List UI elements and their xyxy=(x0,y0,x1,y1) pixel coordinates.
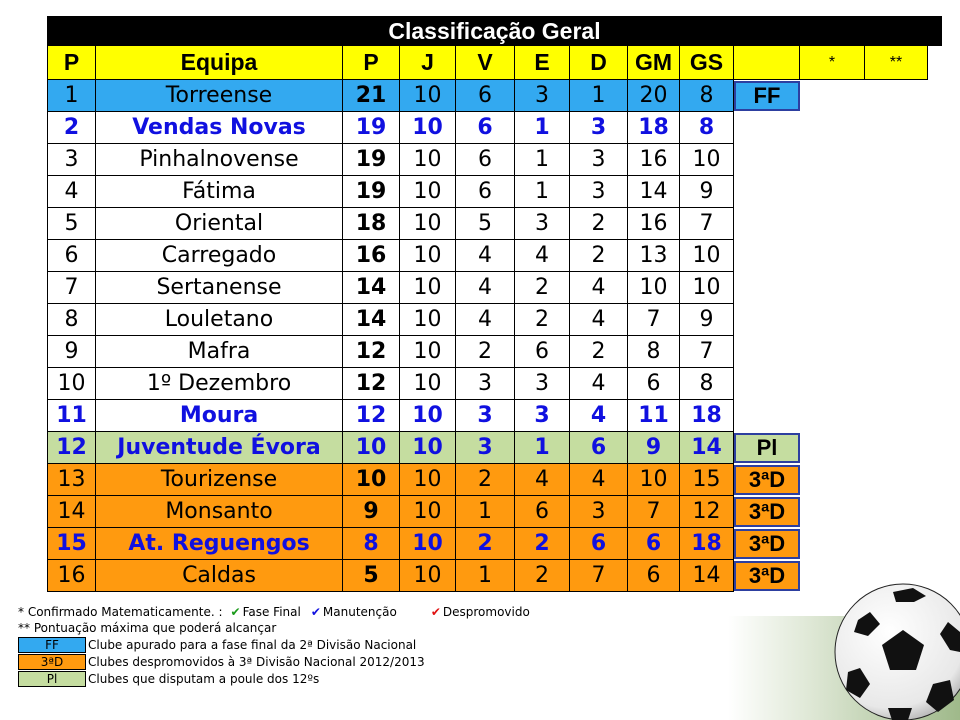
cell-wins: 6 xyxy=(456,112,515,144)
cell-losses: 6 xyxy=(570,528,628,560)
cell-draws: 1 xyxy=(515,112,570,144)
status-slot xyxy=(734,496,800,528)
cell-team: Oriental xyxy=(96,208,343,240)
cell-losses: 2 xyxy=(570,240,628,272)
cell-draws: 6 xyxy=(515,336,570,368)
cell-goals-against: 8 xyxy=(680,368,734,400)
cell-played: 10 xyxy=(400,176,456,208)
cell-losses: 4 xyxy=(570,400,628,432)
table-row xyxy=(47,144,942,176)
cell-goals-against: 10 xyxy=(680,240,734,272)
status-badge: 3ªD xyxy=(734,561,800,591)
cell-points: 10 xyxy=(343,432,400,464)
status-slot xyxy=(734,528,800,560)
cell-points: 14 xyxy=(343,304,400,336)
cell-wins: 2 xyxy=(456,464,515,496)
cell-points: 19 xyxy=(343,176,400,208)
cell-goals-for: 16 xyxy=(628,208,680,240)
header-wins: V xyxy=(456,46,515,80)
status-slot xyxy=(734,240,800,272)
cell-draws: 4 xyxy=(515,464,570,496)
cell-losses: 3 xyxy=(570,112,628,144)
check-icon-despromovido: ✔ xyxy=(430,605,441,619)
cell-losses: 2 xyxy=(570,336,628,368)
table-row xyxy=(47,304,942,336)
cell-wins: 2 xyxy=(456,336,515,368)
cell-goals-for: 8 xyxy=(628,336,680,368)
cell-team: Pinhalnovense xyxy=(96,144,343,176)
status-badge: Pl xyxy=(734,433,800,463)
cell-losses: 1 xyxy=(570,80,628,112)
table-row xyxy=(47,208,942,240)
cell-pos: 13 xyxy=(47,464,96,496)
table-row xyxy=(47,368,942,400)
cell-goals-for: 6 xyxy=(628,528,680,560)
cell-goals-for: 20 xyxy=(628,80,680,112)
cell-wins: 1 xyxy=(456,560,515,592)
cell-goals-against: 9 xyxy=(680,176,734,208)
legend-text: Clubes despromovidos à 3ª Divisão Nacional 2012/2013 xyxy=(88,654,425,669)
soccer-ball-image xyxy=(728,572,960,720)
cell-draws: 3 xyxy=(515,368,570,400)
cell-goals-against: 10 xyxy=(680,144,734,176)
legend-items xyxy=(18,636,738,687)
legend-text: Clubes que disputam a poule dos 12ºs xyxy=(88,671,320,686)
cell-played: 10 xyxy=(400,400,456,432)
status-slot xyxy=(734,272,800,304)
cell-pos: 8 xyxy=(47,304,96,336)
cell-wins: 3 xyxy=(456,432,515,464)
cell-pos: 1 xyxy=(47,80,96,112)
cell-points: 10 xyxy=(343,464,400,496)
cell-played: 10 xyxy=(400,144,456,176)
cell-played: 10 xyxy=(400,80,456,112)
status-slot xyxy=(734,336,800,368)
cell-goals-for: 9 xyxy=(628,432,680,464)
cell-played: 10 xyxy=(400,208,456,240)
legend-swatch: Pl xyxy=(18,671,86,687)
cell-team: Carregado xyxy=(96,240,343,272)
cell-draws: 2 xyxy=(515,528,570,560)
cell-pos: 16 xyxy=(47,560,96,592)
status-slot xyxy=(734,368,800,400)
legend-max-points-line: ** Pontuação máxima que poderá alcançar xyxy=(18,621,277,635)
cell-draws: 1 xyxy=(515,144,570,176)
cell-pos: 7 xyxy=(47,272,96,304)
cell-played: 10 xyxy=(400,336,456,368)
cell-draws: 2 xyxy=(515,272,570,304)
cell-goals-for: 7 xyxy=(628,304,680,336)
header-row xyxy=(47,46,942,80)
cell-team: Caldas xyxy=(96,560,343,592)
cell-played: 10 xyxy=(400,496,456,528)
cell-draws: 3 xyxy=(515,208,570,240)
cell-wins: 6 xyxy=(456,176,515,208)
cell-losses: 3 xyxy=(570,496,628,528)
cell-pos: 15 xyxy=(47,528,96,560)
cell-losses: 7 xyxy=(570,560,628,592)
legend-final-text: Fase Final xyxy=(242,605,301,619)
cell-wins: 4 xyxy=(456,304,515,336)
status-slot xyxy=(734,144,800,176)
cell-losses: 3 xyxy=(570,176,628,208)
header-pos: P xyxy=(47,46,96,80)
table-row xyxy=(47,528,942,560)
cell-team: Sertanense xyxy=(96,272,343,304)
cell-points: 12 xyxy=(343,368,400,400)
cell-draws: 4 xyxy=(515,240,570,272)
table-title: Classificação Geral xyxy=(47,16,942,46)
cell-draws: 1 xyxy=(515,176,570,208)
legend-item xyxy=(18,653,738,670)
cell-goals-for: 14 xyxy=(628,176,680,208)
cell-goals-against: 18 xyxy=(680,528,734,560)
cell-goals-for: 11 xyxy=(628,400,680,432)
cell-wins: 5 xyxy=(456,208,515,240)
table-row xyxy=(47,80,942,112)
cell-team: Juventude Évora xyxy=(96,432,343,464)
cell-team: Fátima xyxy=(96,176,343,208)
cell-team: Mafra xyxy=(96,336,343,368)
table-body xyxy=(47,80,942,592)
legend xyxy=(18,604,738,687)
legend-despromovido-text: Despromovido xyxy=(442,605,530,619)
cell-team: Moura xyxy=(96,400,343,432)
cell-goals-for: 7 xyxy=(628,496,680,528)
cell-wins: 4 xyxy=(456,272,515,304)
cell-goals-against: 8 xyxy=(680,80,734,112)
cell-goals-against: 7 xyxy=(680,208,734,240)
cell-points: 8 xyxy=(343,528,400,560)
cell-pos: 5 xyxy=(47,208,96,240)
cell-goals-against: 9 xyxy=(680,304,734,336)
cell-draws: 1 xyxy=(515,432,570,464)
status-badge: 3ªD xyxy=(734,529,800,559)
cell-points: 12 xyxy=(343,336,400,368)
status-slot xyxy=(734,304,800,336)
cell-draws: 2 xyxy=(515,560,570,592)
cell-team: At. Reguengos xyxy=(96,528,343,560)
cell-played: 10 xyxy=(400,528,456,560)
cell-draws: 6 xyxy=(515,496,570,528)
cell-pos: 12 xyxy=(47,432,96,464)
legend-manutencao-text: Manutenção xyxy=(322,605,397,619)
cell-wins: 1 xyxy=(456,496,515,528)
cell-goals-for: 13 xyxy=(628,240,680,272)
header-played: J xyxy=(400,46,456,80)
table-row xyxy=(47,112,942,144)
header-confirmed: * xyxy=(800,46,865,80)
status-slot xyxy=(734,464,800,496)
status-slot xyxy=(734,176,800,208)
cell-goals-for: 10 xyxy=(628,272,680,304)
cell-pos: 2 xyxy=(47,112,96,144)
cell-team: Torreense xyxy=(96,80,343,112)
check-icon-manutencao: ✔ xyxy=(310,605,321,619)
check-icon-final: ✔ xyxy=(230,605,241,619)
header-points: P xyxy=(343,46,400,80)
cell-wins: 3 xyxy=(456,368,515,400)
cell-points: 19 xyxy=(343,144,400,176)
cell-losses: 4 xyxy=(570,464,628,496)
cell-goals-for: 18 xyxy=(628,112,680,144)
cell-goals-for: 10 xyxy=(628,464,680,496)
legend-confirmed-line xyxy=(18,604,738,620)
cell-goals-against: 8 xyxy=(680,112,734,144)
cell-losses: 6 xyxy=(570,432,628,464)
cell-points: 9 xyxy=(343,496,400,528)
cell-goals-against: 7 xyxy=(680,336,734,368)
cell-wins: 6 xyxy=(456,144,515,176)
legend-item xyxy=(18,670,738,687)
cell-played: 10 xyxy=(400,432,456,464)
status-slot xyxy=(734,400,800,432)
cell-team: Tourizense xyxy=(96,464,343,496)
cell-losses: 3 xyxy=(570,144,628,176)
cell-played: 10 xyxy=(400,560,456,592)
cell-losses: 2 xyxy=(570,208,628,240)
status-badge: FF xyxy=(734,81,800,111)
cell-played: 10 xyxy=(400,304,456,336)
cell-goals-for: 6 xyxy=(628,368,680,400)
cell-points: 18 xyxy=(343,208,400,240)
cell-played: 10 xyxy=(400,464,456,496)
legend-swatch: FF xyxy=(18,637,86,653)
cell-goals-against: 10 xyxy=(680,272,734,304)
cell-losses: 4 xyxy=(570,272,628,304)
cell-goals-for: 16 xyxy=(628,144,680,176)
cell-points: 5 xyxy=(343,560,400,592)
table-row xyxy=(47,176,942,208)
cell-points: 19 xyxy=(343,112,400,144)
cell-played: 10 xyxy=(400,368,456,400)
table-row xyxy=(47,240,942,272)
cell-points: 12 xyxy=(343,400,400,432)
header-team: Equipa xyxy=(96,46,343,80)
table-row xyxy=(47,400,942,432)
header-goals-for: GM xyxy=(628,46,680,80)
cell-draws: 3 xyxy=(515,80,570,112)
cell-draws: 2 xyxy=(515,304,570,336)
header-losses: D xyxy=(570,46,628,80)
cell-goals-against: 15 xyxy=(680,464,734,496)
status-slot xyxy=(734,432,800,464)
header-draws: E xyxy=(515,46,570,80)
header-goals-against: GS xyxy=(680,46,734,80)
cell-goals-against: 14 xyxy=(680,560,734,592)
cell-played: 10 xyxy=(400,272,456,304)
cell-goals-for: 6 xyxy=(628,560,680,592)
cell-wins: 6 xyxy=(456,80,515,112)
cell-points: 21 xyxy=(343,80,400,112)
cell-pos: 9 xyxy=(47,336,96,368)
cell-team: Louletano xyxy=(96,304,343,336)
legend-confirmed-text: * Confirmado Matematicamente. : xyxy=(18,605,223,619)
cell-wins: 2 xyxy=(456,528,515,560)
table-row xyxy=(47,432,942,464)
cell-losses: 4 xyxy=(570,368,628,400)
cell-goals-against: 18 xyxy=(680,400,734,432)
cell-team: 1º Dezembro xyxy=(96,368,343,400)
cell-pos: 14 xyxy=(47,496,96,528)
cell-pos: 10 xyxy=(47,368,96,400)
cell-losses: 4 xyxy=(570,304,628,336)
cell-played: 10 xyxy=(400,112,456,144)
cell-points: 16 xyxy=(343,240,400,272)
status-slot xyxy=(734,80,800,112)
status-badge: 3ªD xyxy=(734,497,800,527)
table-row xyxy=(47,496,942,528)
table-row xyxy=(47,272,942,304)
cell-points: 14 xyxy=(343,272,400,304)
standings-table xyxy=(47,16,942,592)
table-row xyxy=(47,464,942,496)
table-row xyxy=(47,336,942,368)
legend-item xyxy=(18,636,738,653)
cell-pos: 11 xyxy=(47,400,96,432)
cell-team: Vendas Novas xyxy=(96,112,343,144)
cell-pos: 6 xyxy=(47,240,96,272)
header-max-points: ** xyxy=(865,46,928,80)
soccer-ball-icon xyxy=(728,572,960,720)
status-slot xyxy=(734,112,800,144)
cell-played: 10 xyxy=(400,240,456,272)
legend-text: Clube apurado para a fase final da 2ª Divisão Nacional xyxy=(88,637,417,652)
status-slot xyxy=(734,208,800,240)
cell-wins: 4 xyxy=(456,240,515,272)
cell-pos: 4 xyxy=(47,176,96,208)
cell-draws: 3 xyxy=(515,400,570,432)
cell-wins: 3 xyxy=(456,400,515,432)
cell-team: Monsanto xyxy=(96,496,343,528)
header-status xyxy=(734,46,800,80)
cell-goals-against: 14 xyxy=(680,432,734,464)
legend-swatch: 3ªD xyxy=(18,654,86,670)
cell-pos: 3 xyxy=(47,144,96,176)
status-badge: 3ªD xyxy=(734,465,800,495)
cell-goals-against: 12 xyxy=(680,496,734,528)
